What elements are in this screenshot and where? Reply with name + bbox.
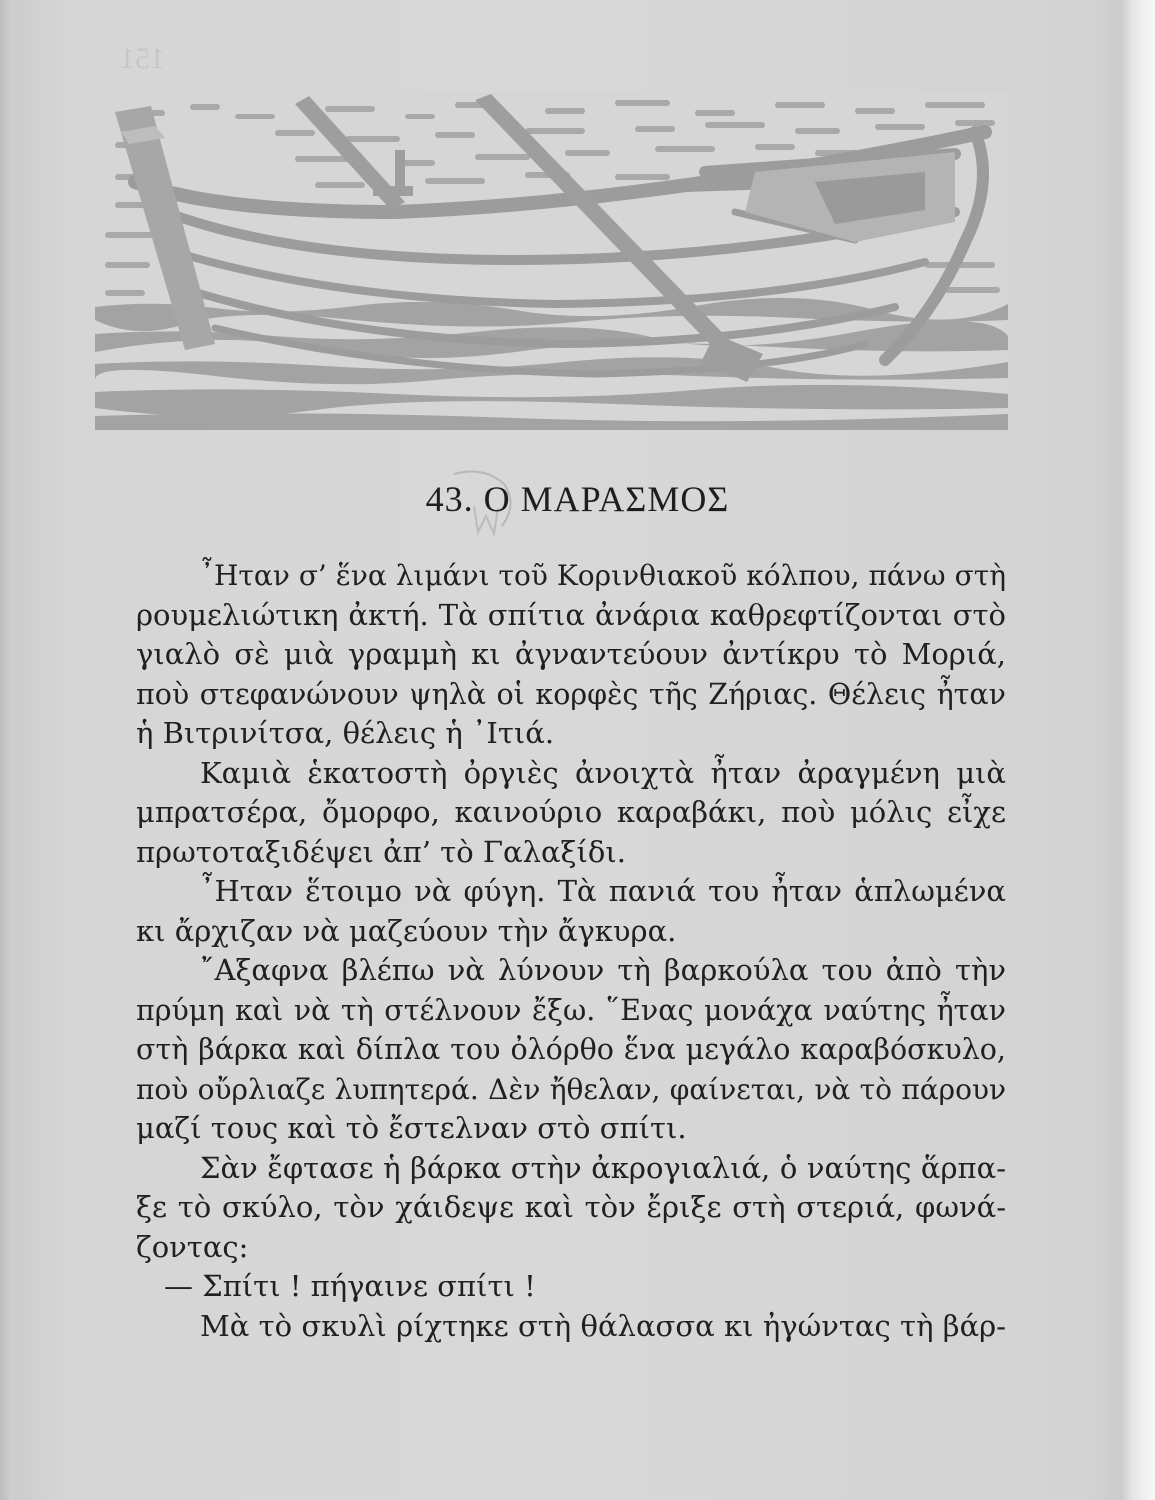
text-line: — Σπίτι ! πήγαινε σπίτι !: [164, 1269, 536, 1303]
text-line: Καμιὰ ἑκατοστὴ ὀργιὲς ἀνοιχτὰ ἦταν ἀραγμένη μιὰ: [200, 755, 1006, 790]
story-text: [136, 556, 1006, 1346]
paragraph-4: [136, 951, 1006, 1149]
text-line: Μὰ τὸ σκυλὶ ρίχτηκε στὴ θάλασσα κι ἠγώντας τὴ βάρ-: [200, 1308, 1006, 1343]
paragraph-5: [136, 1149, 1006, 1268]
text-line: γιαλὸ σὲ μιὰ γραμμὴ κι ἀγναντεύουν ἀντίκρυ τὸ Μοριά,: [136, 637, 1006, 671]
page-left-edge: [0, 0, 14, 1500]
text-line: μπρατσέρα, ὄμορφο, καινούριο καραβάκι, ποὺ μόλις εἶχε: [136, 795, 1006, 829]
chapter-title: 43. Ο ΜΑΡΑΣΜΟΣ: [425, 479, 730, 519]
text-line: κι ἄρχιζαν νὰ μαζεύουν τὴν ἄγκυρα.: [136, 913, 677, 948]
text-line: μαζί τους καὶ τὸ ἔστελναν στὸ σπίτι.: [136, 1111, 687, 1145]
text-line: ἡ Βιτρινίτσα, θέλεις ἡ ᾿Ιτιά.: [136, 716, 555, 750]
text-line: πρύμη καὶ νὰ τὴ στέλνουν ἔξω. ῞Ενας μονάχα ναύτης ἦταν: [136, 993, 1006, 1027]
paragraph-2: [136, 754, 1006, 873]
text-line: ποὺ οὔρλιαζε λυπητερά. Δὲν ἤθελαν, φαίνεται, νὰ τὸ πάρουν: [136, 1072, 1006, 1106]
text-line: ῎Αξαφνα βλέπω νὰ λύνουν τὴ βαρκούλα του ἀπὸ τὴν: [200, 953, 1006, 987]
text-line: Σὰν ἔφτασε ἡ βάρκα στὴν ἀκρογιαλιά, ὁ ναύτης ἅρπα-: [200, 1150, 1006, 1185]
text-line: ποὺ στεφανώνουν ψηλὰ οἱ κορφὲς τῆς Ζήριας. Θέλεις ἦταν: [136, 677, 1006, 711]
text-line: ῏Ηταν ἕτοιμο νὰ φύγη. Τὰ πανιά του ἦταν ἁπλωμένα: [200, 874, 1006, 908]
text-line: ξε τὸ σκύλο, τὸν χάιδεψε καὶ τὸν ἔριξε στὴ στεριά, φωνά-: [136, 1190, 1006, 1224]
page-gutter: [1122, 0, 1155, 1500]
rowboat-woodcut-icon: [95, 92, 1008, 430]
paragraph-7: [136, 1307, 1006, 1347]
show-through-page-number: 151: [120, 42, 165, 75]
text-line: ρουμελιώτικη ἀκτή. Τὰ σπίτια ἀνάρια καθρεφτίζονται στὸ: [136, 597, 1006, 632]
text-line: στὴ βάρκα καὶ δίπλα του ὀλόρθο ἕνα μεγάλο καραβόσκυλο,: [136, 1033, 1006, 1066]
text-line: ῏Ηταν σ’ ἕνα λιμάνι τοῦ Κορινθιακοῦ κόλπου, πάνω στὴ: [200, 559, 1006, 592]
paragraph-3: [136, 872, 1006, 951]
text-line: πρωτοταξιδέψει ἀπ’ τὸ Γαλαξίδι.: [136, 834, 626, 869]
text-line: ζοντας:: [136, 1229, 249, 1264]
paragraph-1: [136, 556, 1006, 754]
paragraph-6-dialogue: [136, 1267, 1006, 1307]
rowboat-illustration: [95, 92, 1008, 430]
